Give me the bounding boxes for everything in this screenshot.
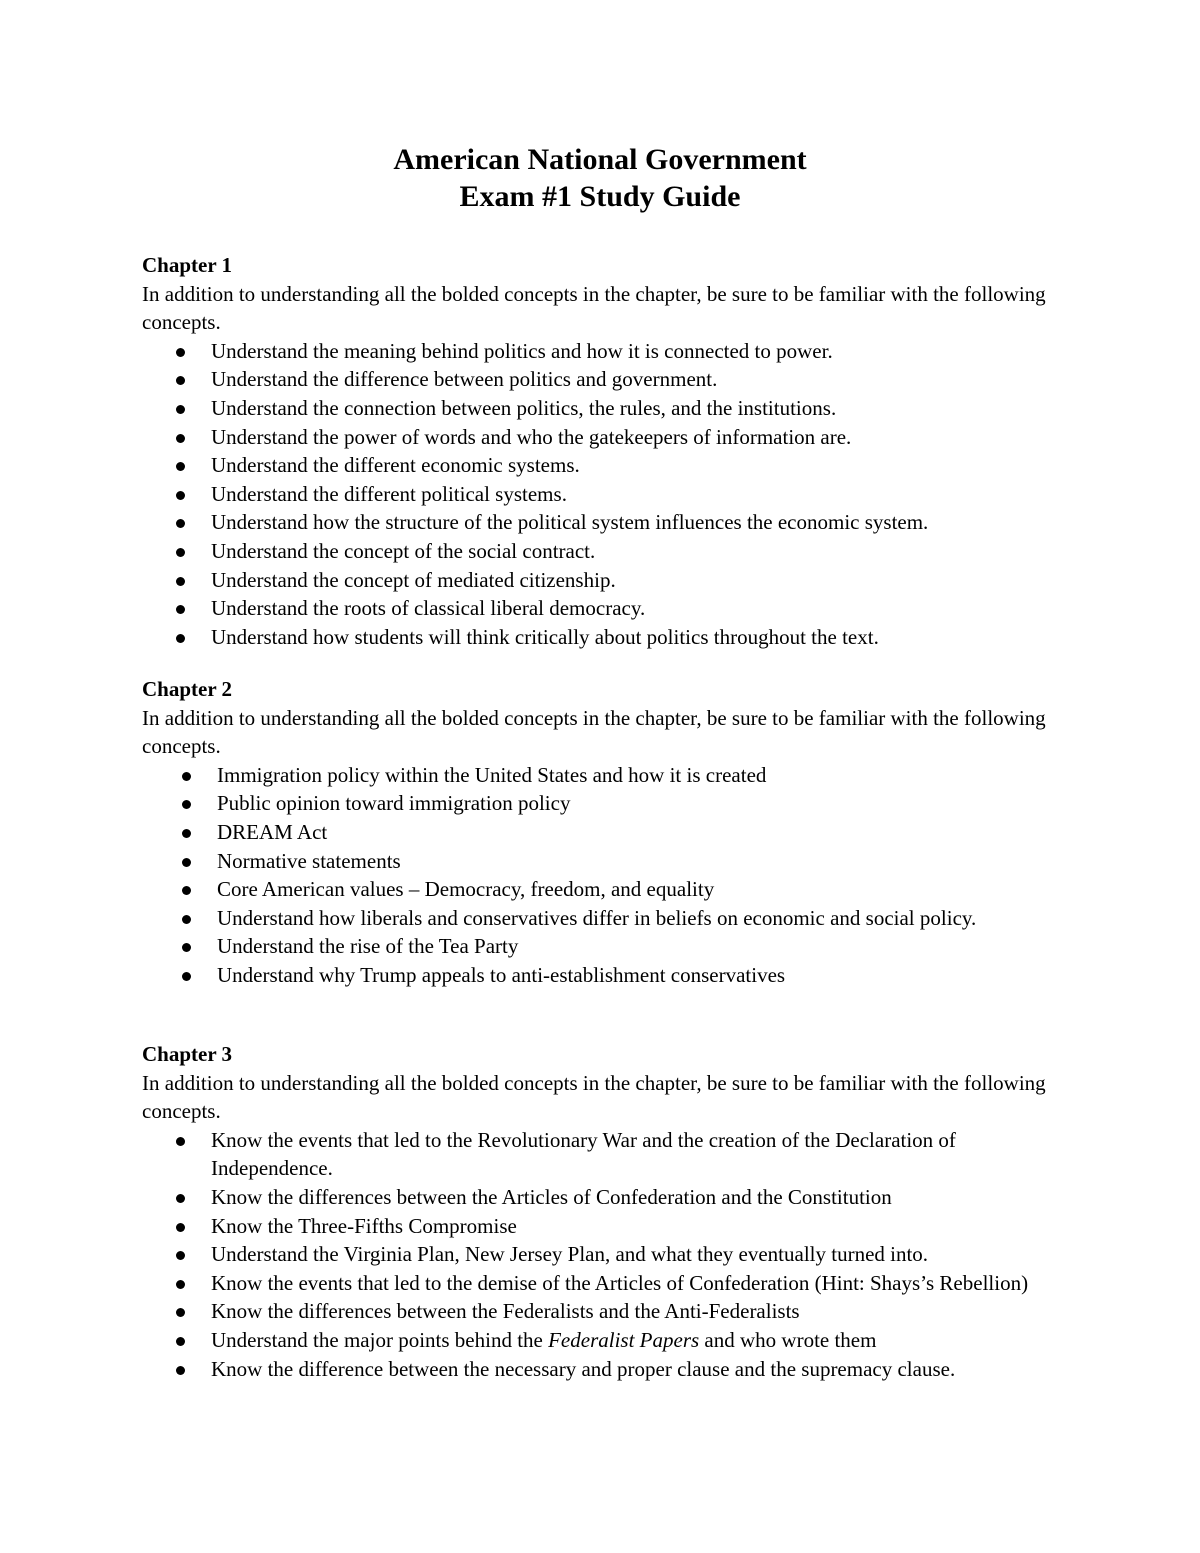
list-item-text: Core American values – Democracy, freedom, and equality [217,877,715,902]
bullet-icon [176,577,185,586]
bullet-icon [176,462,185,471]
list-item-text: Understand the roots of classical liberal democracy. [211,596,646,621]
document-title [0,141,1200,215]
chapter-3-section [142,1040,1072,1383]
list-item-text: Understand the difference between politics and government. [211,367,718,392]
list-item-text: Understand the concept of mediated citizenship. [211,567,616,592]
list-item [142,423,1072,452]
list-item [142,1269,1072,1298]
chapter-intro: In addition to understanding all the bolded concepts in the chapter, be sure to be familiar with the following concepts. [142,281,1046,335]
list-item-text: Know the events that led to the demise of the Articles of Confederation (Hint: Shays’s Rebellion) [211,1270,1029,1295]
list-item [142,1297,1072,1326]
concept-list [142,337,1072,652]
bullet-icon [176,1366,185,1375]
list-item-text: Understand how students will think critically about politics throughout the text. [211,624,879,649]
list-item-text: Understand the rise of the Tea Party [217,934,519,959]
chapter-intro: In addition to understanding all the bolded concepts in the chapter, be sure to be familiar with the following concepts. [142,705,1046,759]
list-item-text: Know the difference between the necessary and proper clause and the supremacy clause. [211,1356,956,1381]
bullet-icon [176,548,185,557]
list-item [142,365,1072,394]
chapter-heading: Chapter 3 [142,1042,233,1066]
list-item [142,1326,1072,1355]
federalist-papers-title: Federalist Papers [548,1327,700,1352]
list-item-text [211,1326,1072,1355]
list-item [142,1126,1072,1183]
list-item [142,875,1072,904]
list-item-text: Understand the meaning behind politics and how it is connected to power. [211,338,833,363]
bullet-icon [176,1223,185,1232]
list-item-text: Immigration policy within the United States and how it is created [217,762,767,787]
bullet-icon [176,1337,185,1346]
list-item [142,508,1072,537]
list-item [142,932,1072,961]
list-item-text: Know the differences between the Federalists and the Anti-Federalists [211,1299,800,1324]
bullet-icon [176,1251,185,1260]
list-item-text: Know the Three-Fifths Compromise [211,1213,517,1238]
list-item [142,480,1072,509]
bullet-icon [176,1194,185,1203]
list-item [142,451,1072,480]
bullet-icon [176,1280,185,1289]
list-item [142,789,1072,818]
list-item [142,537,1072,566]
bullet-icon [176,376,185,385]
chapter-intro: In addition to understanding all the bolded concepts in the chapter, be sure to be familiar with the following concepts. [142,1070,1046,1124]
list-item [142,1240,1072,1269]
bullet-icon [182,858,191,867]
chapter-heading: Chapter 1 [142,253,233,277]
list-item [142,1355,1072,1384]
title-line-2: Exam #1 Study Guide [459,180,741,213]
list-item [142,566,1072,595]
list-item-text: Understand the connection between politics, the rules, and the institutions. [211,395,837,420]
list-item [142,761,1072,790]
chapter-1-section [142,251,1072,651]
list-item [142,1183,1072,1212]
list-item [142,961,1072,990]
bullet-icon [176,634,185,643]
list-item [142,394,1072,423]
bullet-icon [176,348,185,357]
bullet-icon [182,915,191,924]
bullet-icon [182,772,191,781]
list-item-text: Understand why Trump appeals to anti-establishment conservatives [217,962,786,987]
list-item [142,337,1072,366]
bullet-icon [182,886,191,895]
concept-list [142,761,1072,990]
concept-list [142,1126,1072,1383]
list-item [142,818,1072,847]
bullet-icon [176,405,185,414]
list-item-text: Understand the different political systems. [211,481,567,506]
list-item [142,847,1072,876]
bullet-icon [176,434,185,443]
bullet-icon [182,943,191,952]
list-item-text: Understand the Virginia Plan, New Jersey Plan, and what they eventually turned into. [211,1242,929,1267]
list-item-text: Know the differences between the Articles of Confederation and the Constitution [211,1184,892,1209]
bullet-icon [182,972,191,981]
list-item [142,594,1072,623]
text-before-italic: Understand the major points behind the [211,1327,549,1352]
list-item [142,1212,1072,1241]
list-item-text: DREAM Act [217,819,328,844]
bullet-icon [182,829,191,838]
list-item-text: Understand how the structure of the political system influences the economic system. [211,510,929,535]
title-line-1: American National Government [393,143,807,176]
list-item-text: Understand the concept of the social contract. [211,538,596,563]
chapter-heading: Chapter 2 [142,677,233,701]
bullet-icon [176,519,185,528]
chapter-2-section [142,675,1072,990]
bullet-icon [176,605,185,614]
bullet-icon [176,491,185,500]
list-item-text: Understand the different economic systems. [211,453,580,478]
list-item-text: Understand how liberals and conservatives differ in beliefs on economic and social policy. [217,905,977,930]
list-item [142,623,1072,652]
bullet-icon [176,1137,185,1146]
bullet-icon [182,800,191,809]
list-item-text: Know the events that led to the Revolutionary War and the creation of the Declaration of Independence. [211,1127,956,1181]
list-item-text: Public opinion toward immigration policy [217,791,571,816]
list-item [142,904,1072,933]
list-item-text: Normative statements [217,848,401,873]
bullet-icon [176,1308,185,1317]
list-item-text: Understand the power of words and who the gatekeepers of information are. [211,424,852,449]
text-after-italic: and who wrote them [699,1327,877,1352]
